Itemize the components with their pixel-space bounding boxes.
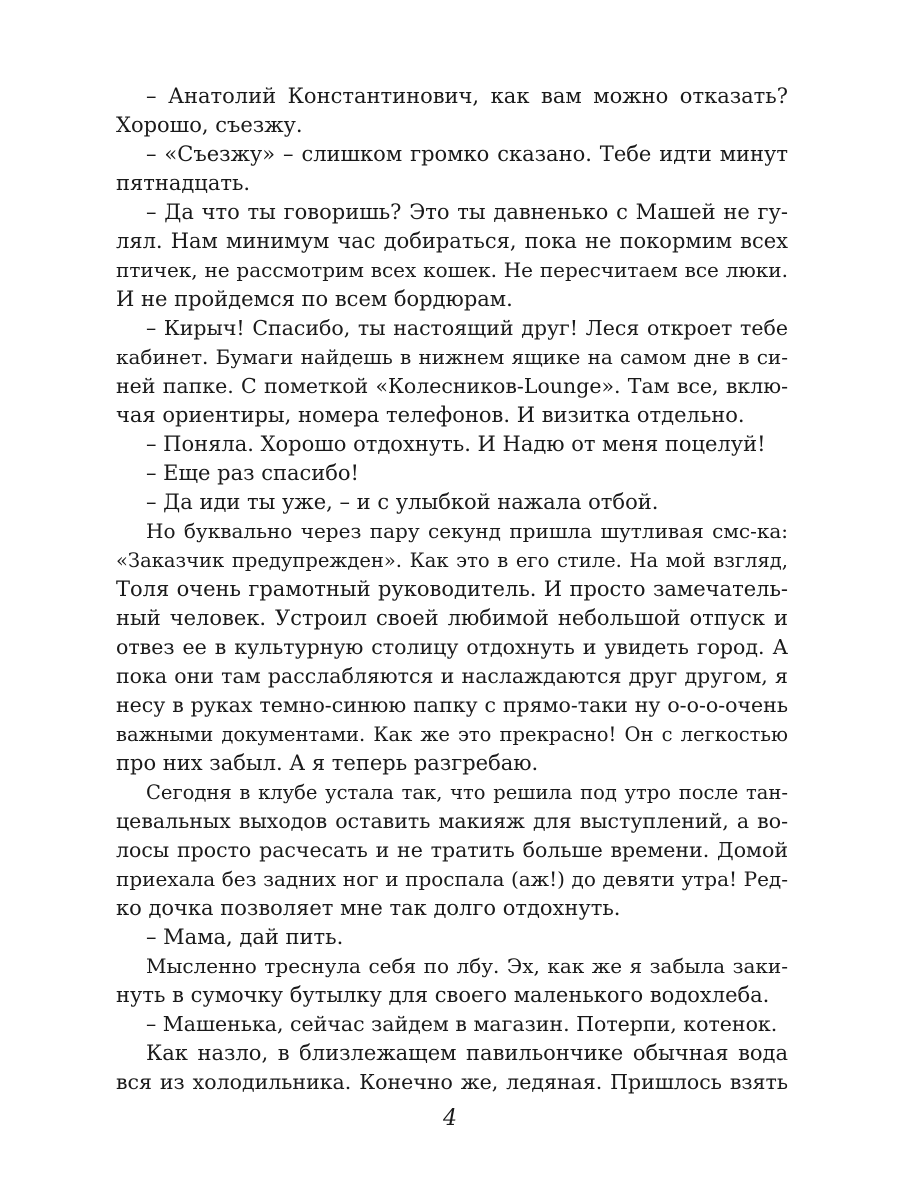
text-line: Хорошо, съезжу. (116, 113, 303, 137)
text-line: Но буквально через пару секунд пришла шутливая смс-ка: (146, 519, 788, 543)
text-line: – Поняла. Хорошо отдохнуть. И Надю от меня поцелуй! (146, 432, 766, 456)
page-number: 4 (443, 1106, 457, 1131)
text-line: нуть в сумочку бутылку для своего маленького водохлеба. (116, 983, 770, 1007)
text-line: – Еще раз спасибо! (146, 461, 359, 485)
text-line: птичек, не рассмотрим всех кошек. Не пересчитаем все люки. (116, 258, 788, 282)
text-line: приехала без задних ног и проспала (аж!) до девяти утра! Ред- (116, 867, 788, 891)
text-line: лосы просто расчесать и не тратить больше времени. Домой (116, 838, 788, 862)
text-line: – Да что ты говоришь? Это ты давненько с Машей не гу- (146, 200, 788, 224)
text-line: несу в руках темно-синюю папку с прямо-таки ну о-о-о-очень (116, 693, 788, 717)
text-line: ней папке. С пометкой «Колесников-Lounge». Там все, вклю- (116, 374, 788, 398)
text-line: чая ориентиры, номера телефонов. И визитка отдельно. (116, 403, 745, 427)
text-line: – «Съезжу» – слишком громко сказано. Тебе идти минут (146, 142, 788, 166)
text-line: пока они там расслабляются и наслаждаются друг другом, я (116, 664, 788, 688)
text-line: – Кирыч! Спасибо, ты настоящий друг! Леся откроет тебе (146, 316, 788, 340)
text-line: кабинет. Бумаги найдешь в нижнем ящике на самом дне в си- (116, 345, 788, 369)
text-line: ко дочка позволяет мне так долго отдохнуть. (116, 896, 621, 920)
text-line: важными документами. Как же это прекрасно! Он с легкостью (116, 723, 788, 746)
text-line: И не пройдемся по всем бордюрам. (116, 287, 513, 311)
text-line: Толя очень грамотный руководитель. И просто замечатель- (116, 577, 788, 601)
text-line: про них забыл. А я теперь разгребаю. (116, 751, 539, 775)
text-line: Как назло, в близлежащем павильончике обычная вода (146, 1041, 788, 1065)
text-line: – Да иди ты уже, – и с улыбкой нажала отбой. (146, 490, 659, 514)
text-line: Сегодня в клубе устала так, что решила под утро после тан- (146, 781, 788, 804)
page-text-block (116, 82, 788, 1142)
text-line: лял. Нам минимум час добираться, пока не покормим всех (116, 229, 788, 253)
text-line: – Машенька, сейчас зайдем в магазин. Потерпи, котенок. (146, 1012, 778, 1036)
text-line: «Заказчик предупрежден». Как это в его стиле. На мой взгляд, (116, 549, 788, 572)
text-line: ный человек. Устроил своей любимой небольшой отпуск и (116, 606, 788, 630)
text-line: отвез ее в культурную столицу отдохнуть и увидеть город. А (116, 635, 788, 659)
text-line: – Анатолий Константинович, как вам можно отказать? (146, 84, 788, 108)
text-line: – Мама, дай пить. (146, 925, 344, 949)
text-line: Мысленно треснула себя по лбу. Эх, как же я забыла заки- (146, 954, 788, 978)
text-line: цевальных выходов оставить макияж для выступлений, а во- (116, 809, 788, 833)
text-line: вся из холодильника. Конечно же, ледяная. Пришлось взять (116, 1070, 788, 1094)
text-line: пятнадцать. (116, 171, 251, 195)
